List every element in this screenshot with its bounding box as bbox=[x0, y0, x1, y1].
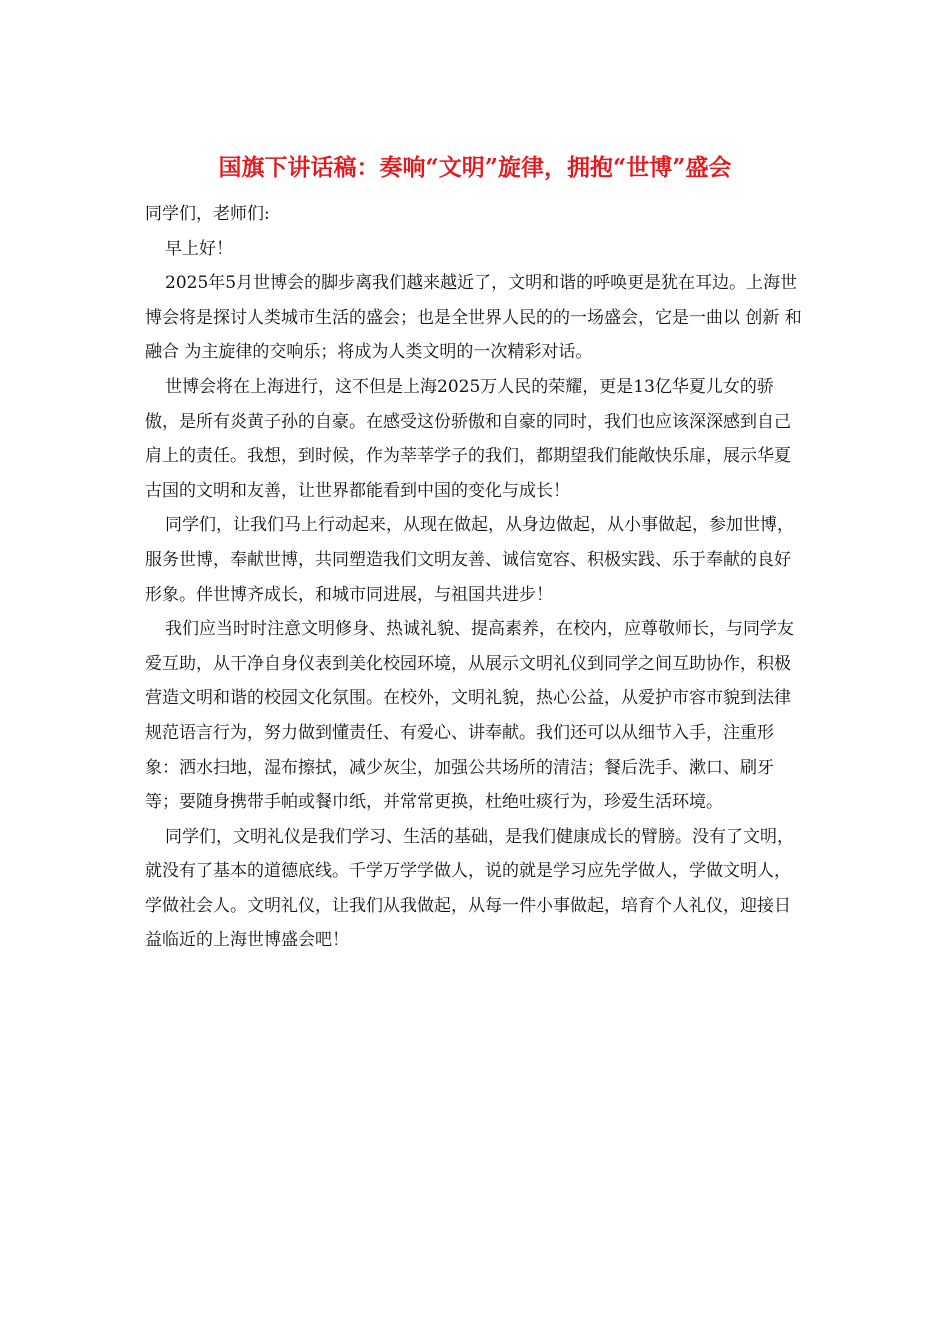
paragraph-expo-approaching: 2025年5月世博会的脚步离我们越来越近了，文明和谐的呼唤更是犹在耳边。上海世博会将是探讨人类城市生活的盛会；也是全世界人民的的一场盛会，它是一曲以 创新 和 融合 为主旋律的交响乐；将成为人类文明的一次精彩对话。 bbox=[145, 273, 802, 363]
paragraph-call-to-action: 同学们，让我们马上行动起来，从现在做起，从身边做起，从小事做起，参加世博，服务世博，奉献世博，共同塑造我们文明友善、诚信宽容、积极实践、乐于奉献的良好形象。伴世博齐成长，和城市同进展，与祖国共进步！ bbox=[145, 515, 794, 605]
salutation: 同学们，老师们: bbox=[145, 204, 270, 224]
document-body bbox=[145, 197, 805, 958]
paragraph-expo-pride: 世博会将在上海进行，这不但是上海2025万人民的荣耀，更是13亿华夏儿女的骄傲，是所有炎黄子孙的自豪。在感受这份骄傲和自豪的同时，我们也应该深深感到自己肩上的责任。我想，到时候，作为莘莘学子的我们，都期望我们能敞快乐扉，展示华夏古国的文明和友善，让世界都能看到中国的变化与成长！ bbox=[145, 376, 791, 501]
paragraph-conclusion: 同学们，文明礼仪是我们学习、生活的基础，是我们健康成长的臂膀。没有了文明，就没有了基本的道德底线。千学万学学做人，说的就是学习应先学做人，学做文明人，学做社会人。文明礼仪，让我们从我做起，从每一件小事做起，培育个人礼仪，迎接日益临近的上海世博盛会吧！ bbox=[145, 826, 794, 951]
paragraph-civility-practice: 我们应当时时注意文明修身、热诚礼貌、提高素养，在校内，应尊敬师长，与同学友爱互助，从干净自身仪表到美化校园环境，从展示文明礼仪到同学之间互助协作，积极营造文明和谐的校园文化氛围。在校外，文明礼貌，热心公益，从爱护市容市貌到法律规范语言行为，努力做到懂责任、有爱心、讲奉献。我们还可以从细节入手，注重形象：洒水扫地，湿布擦拭，减少灰尘，加强公共场所的清洁；餐后洗手、漱口、刷牙等；要随身携带手帕或餐巾纸，并常常更换，杜绝吐痰行为，珍爱生活环境。 bbox=[145, 619, 794, 813]
paragraph-greeting: 早上好！ bbox=[165, 238, 233, 259]
document-title: 国旗下讲话稿：奏响“文明”旋律，拥抱“世博”盛会 bbox=[218, 154, 732, 181]
